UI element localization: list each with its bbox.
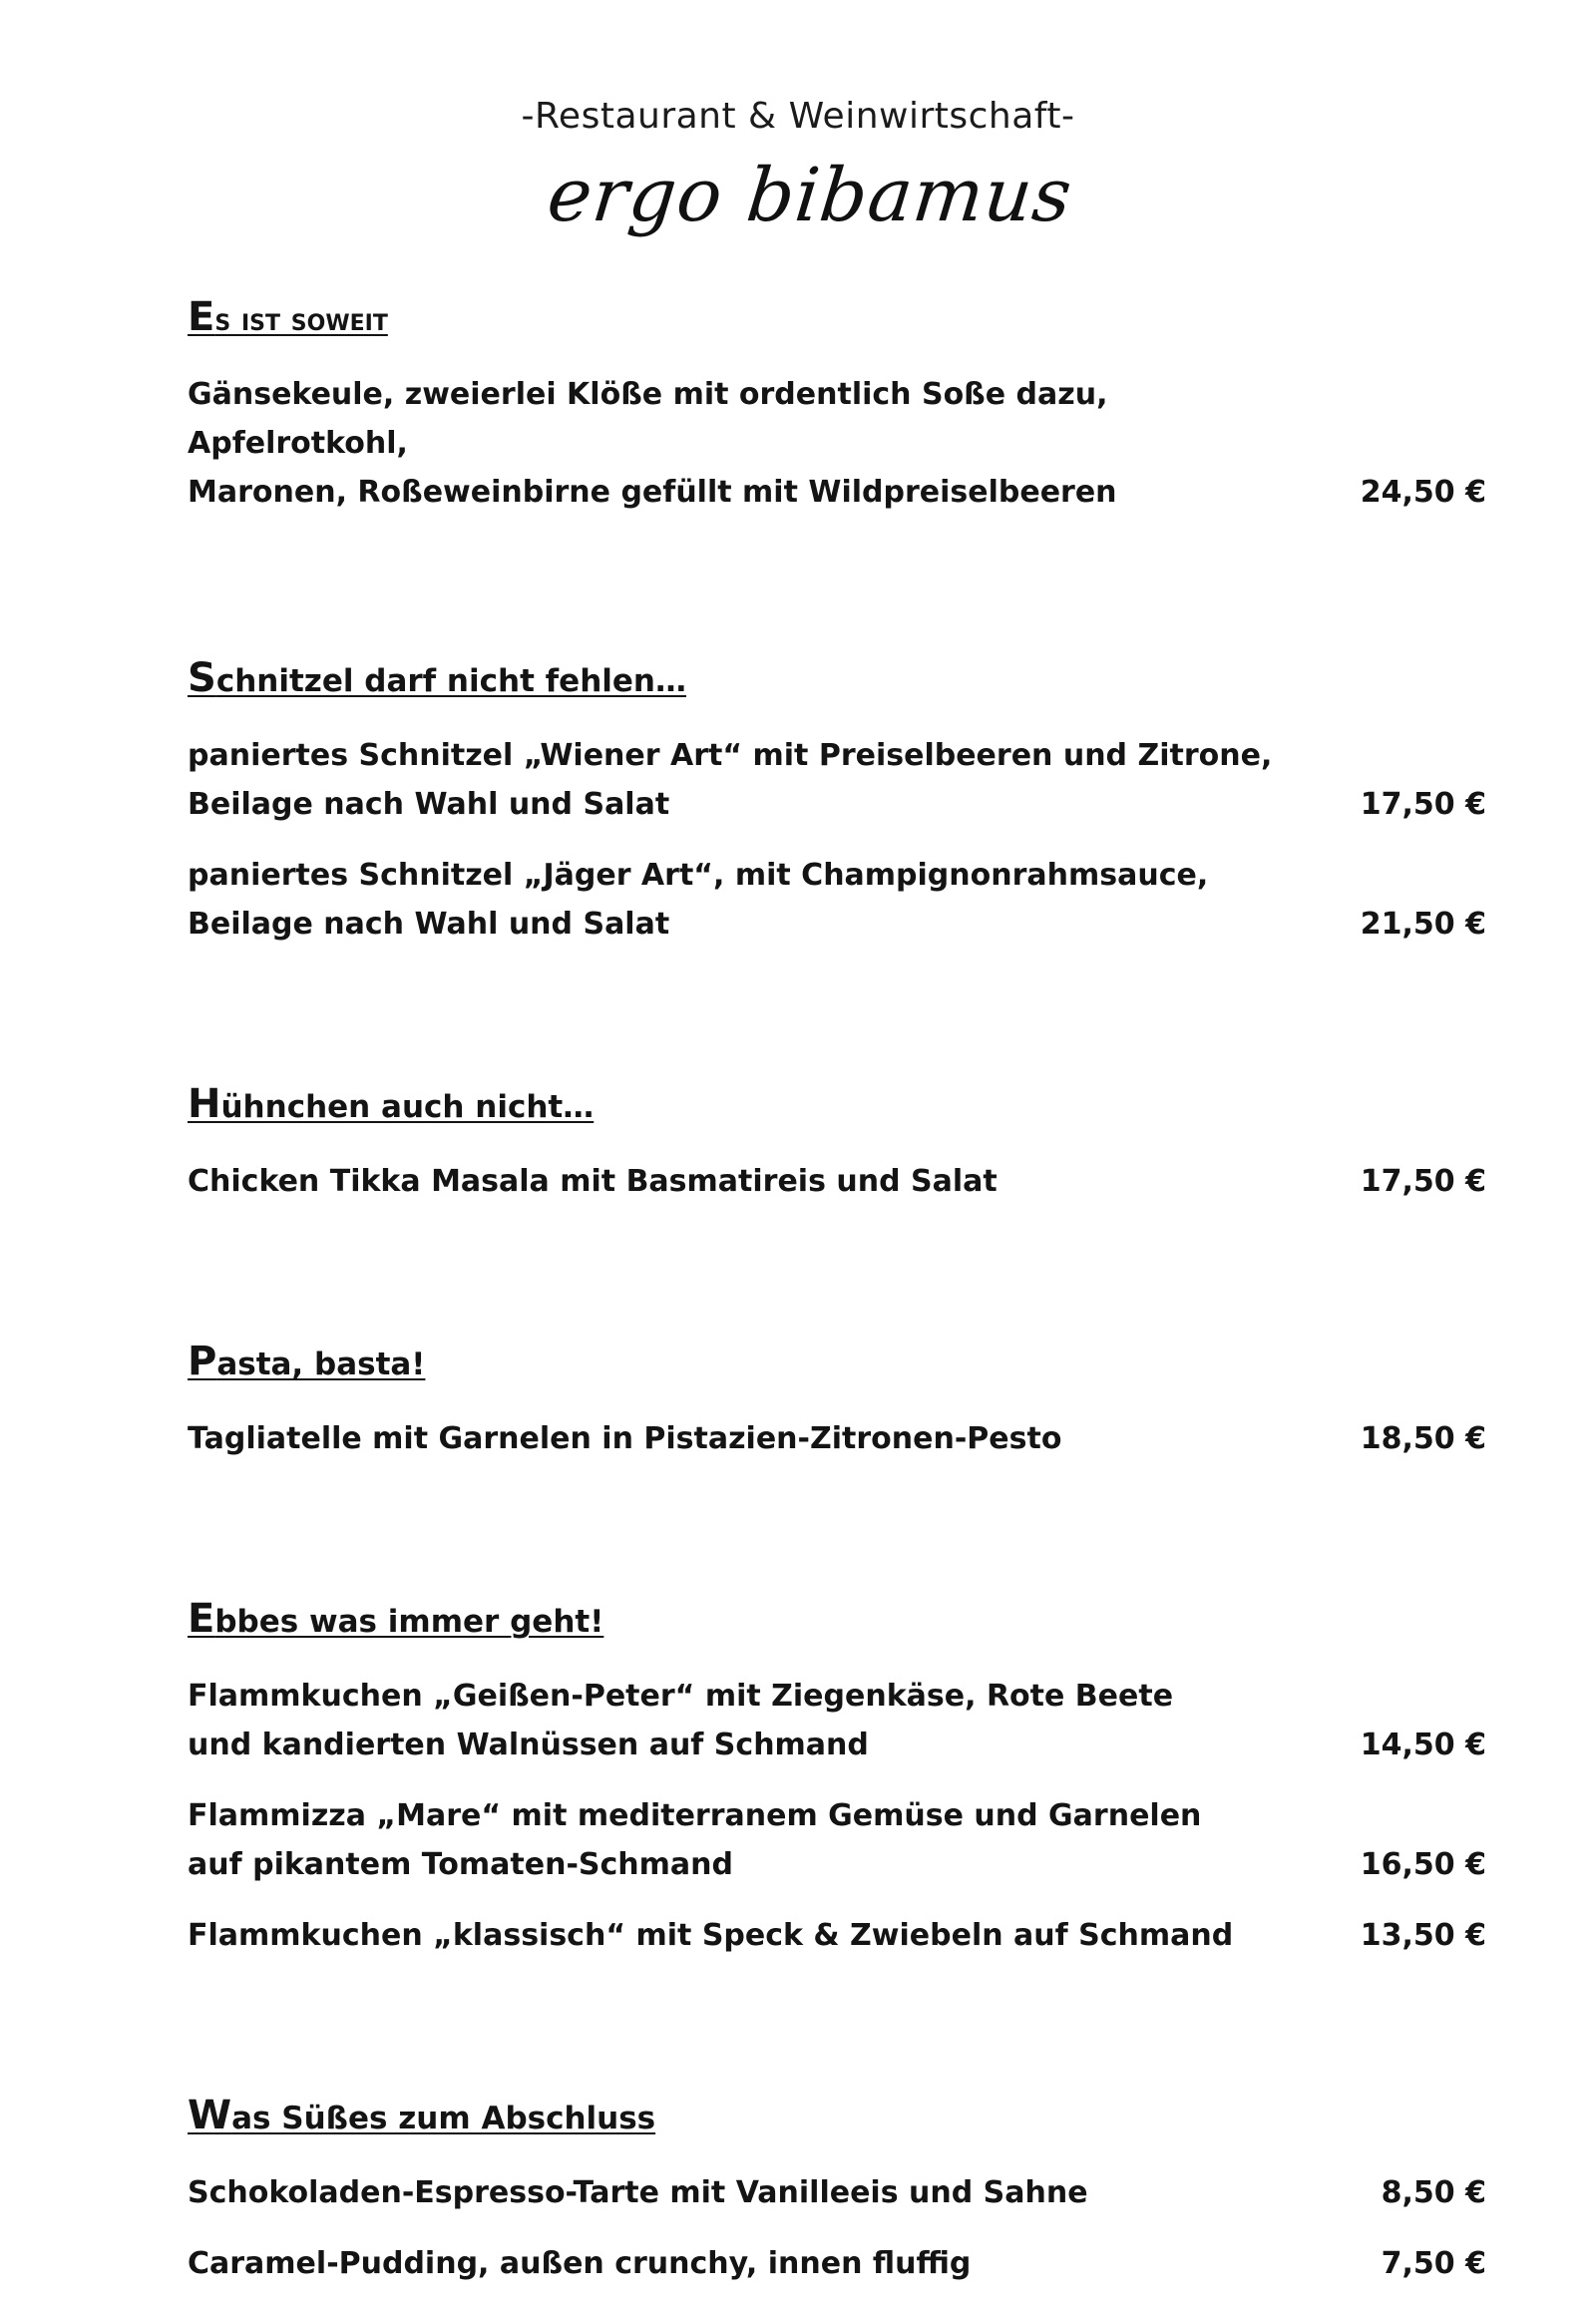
menu-item-price: 16,50 € [1360,1847,1486,1882]
menu-item [188,370,1486,517]
menu-item [188,851,1486,949]
section-suesses [188,2094,1486,2288]
menu-item-line: paniertes Schnitzel „Jäger Art“, mit Champignonrahmsauce, [188,858,1209,893]
menu-item-description [188,1157,1305,1206]
section-title-rest: asta, basta! [216,1347,426,1382]
menu-item-price: 21,50 € [1360,907,1486,942]
menu-item-line: Tagliatelle mit Garnelen in Pistazien-Zitronen-Pesto [188,1421,1062,1456]
menu-item [188,1414,1486,1463]
section-title [188,2094,655,2140]
menu-item [188,2239,1486,2288]
menu-item [188,1672,1486,1769]
section-title [188,1340,425,1386]
section-title-rest: as Süßes zum Abschluss [231,2101,656,2136]
menu-item-price: 17,50 € [1360,787,1486,822]
section-title [188,1597,603,1644]
menu-item [188,731,1486,829]
menu-item-line: Flammkuchen „Geißen-Peter“ mit Ziegenkäse, Rote Beete [188,1679,1174,1714]
menu-item-price: 7,50 € [1381,2246,1486,2281]
menu-item-line: auf pikantem Tomaten-Schmand [188,1847,733,1882]
section-title-initial: E [188,294,215,340]
menu-item-price: 17,50 € [1360,1164,1486,1199]
menu-item-description [188,2239,1305,2288]
menu-item-price: 8,50 € [1381,2175,1486,2210]
menu-item-description [188,1672,1305,1769]
menu-item-description [188,1791,1305,1889]
section-title-rest: bbes was immer geht! [214,1604,604,1640]
menu-item-line: Caramel-Pudding, außen crunchy, innen fluffig [188,2246,972,2281]
menu-item-line: paniertes Schnitzel „Wiener Art“ mit Preiselbeeren und Zitrone, [188,738,1273,773]
menu-item [188,1911,1486,1960]
menu-item-line: Maronen, Roßeweinbirne gefüllt mit Wildpreiselbeeren [188,475,1117,510]
section-huehnchen [188,1082,1486,1206]
section-schnitzel [188,656,1486,949]
section-title-initial: H [188,1081,221,1127]
section-es-ist-soweit [188,295,1486,517]
menu-item-price: 24,50 € [1360,475,1486,510]
section-pasta [188,1340,1486,1463]
section-title-rest: ühnchen auch nicht… [220,1089,595,1125]
section-ebbes [188,1597,1486,1960]
menu-item-line: Schokoladen-Espresso-Tarte mit Vanilleeis und Sahne [188,2175,1088,2210]
section-title-initial: W [188,2093,232,2138]
section-title [188,1082,594,1129]
menu-item [188,1791,1486,1889]
menu-sections [188,295,1486,2310]
menu-item-line: Gänsekeule, zweierlei Klöße mit ordentlich Soße dazu, Apfelrotkohl, [188,377,1108,461]
restaurant-logo: ergo bibamus [543,153,1076,238]
menu-item-description [188,1414,1305,1463]
menu-item-description [188,731,1305,829]
menu-header [0,92,1596,239]
section-title [188,295,388,342]
menu-item-line: Chicken Tikka Masala mit Basmatireis und Salat [188,1164,998,1199]
section-title-rest: s ist soweit [214,302,388,338]
menu-item-price: 14,50 € [1360,1728,1486,1762]
section-title [188,656,686,703]
menu-item-price: 13,50 € [1360,1918,1486,1953]
section-title-initial: S [188,655,216,701]
menu-item [188,1157,1486,1206]
menu-item-description [188,851,1305,949]
menu-item-line: und kandierten Walnüssen auf Schmand [188,1728,869,1762]
menu-item-description [188,2168,1305,2217]
menu-item-description [188,1911,1305,1960]
section-title-initial: P [188,1339,217,1384]
menu-item-price: 18,50 € [1360,1421,1486,1456]
restaurant-subtitle: -Restaurant & Weinwirtschaft- [521,96,1075,137]
menu-item-description [188,370,1305,517]
section-title-rest: chnitzel darf nicht fehlen… [215,663,686,699]
menu-item-line: Beilage nach Wahl und Salat [188,907,670,942]
section-title-initial: E [188,1596,215,1642]
menu-item-line: Flammkuchen „klassisch“ mit Speck & Zwiebeln auf Schmand [188,1918,1234,1953]
menu-item-line: Beilage nach Wahl und Salat [188,787,670,822]
menu-item [188,2168,1486,2217]
menu-item-line: Flammizza „Mare“ mit mediterranem Gemüse und Garnelen [188,1798,1202,1833]
